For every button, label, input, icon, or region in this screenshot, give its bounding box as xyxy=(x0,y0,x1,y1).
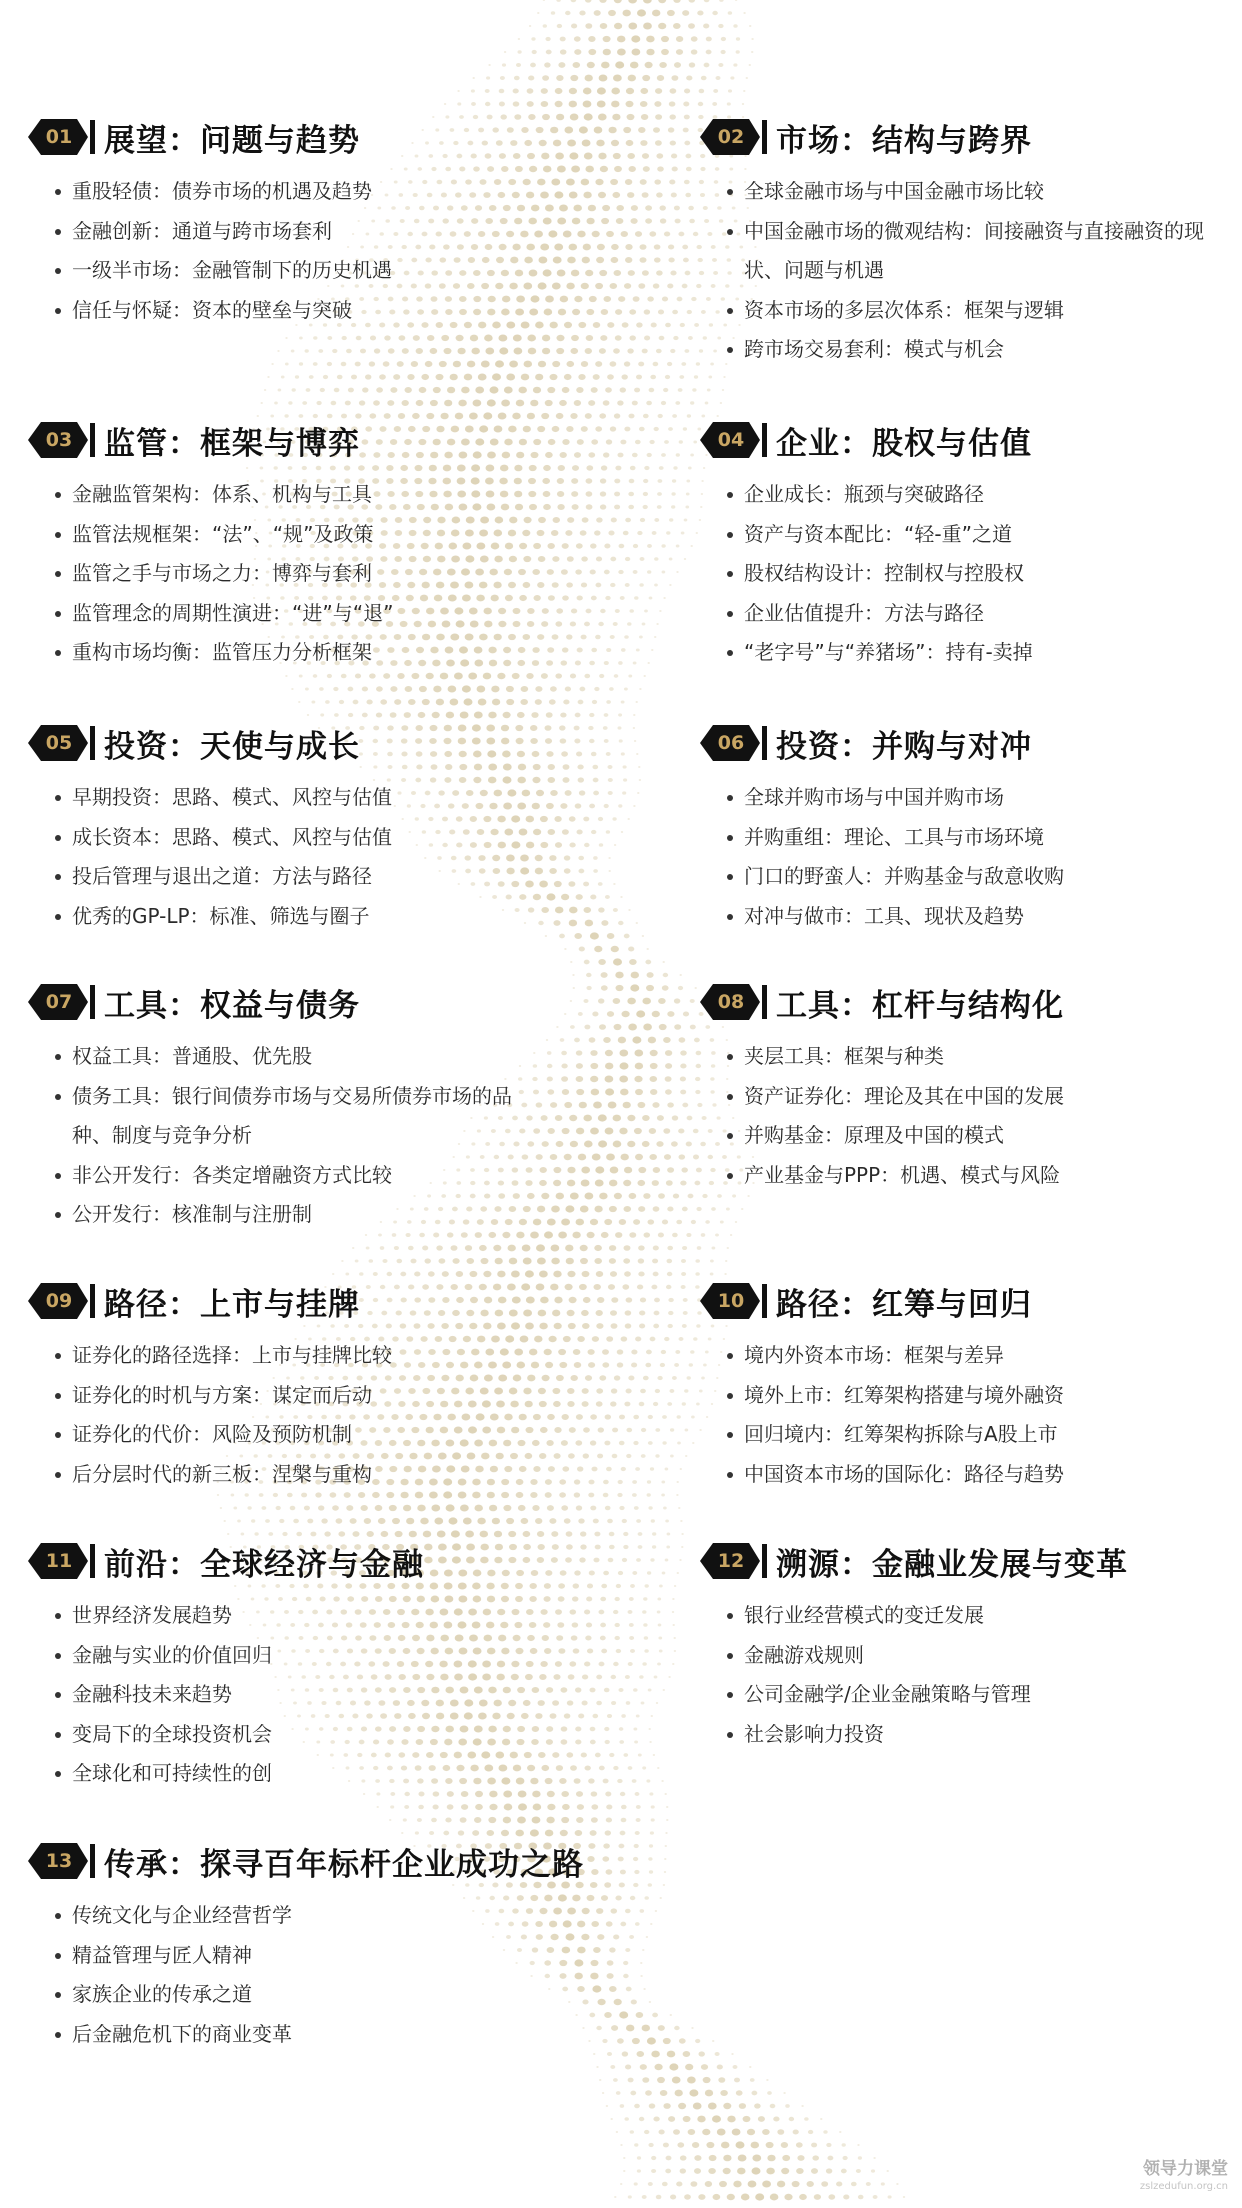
module-header xyxy=(700,1536,1242,1586)
module-header xyxy=(28,112,588,162)
title-divider-bar xyxy=(762,120,767,154)
list-item: 监管理念的周期性演进：“进”与“退” xyxy=(28,594,588,634)
module-number: 06 xyxy=(717,732,745,754)
list-item: 金融科技未来趋势 xyxy=(28,1675,588,1715)
list-item: 对冲与做市：工具、现状及趋势 xyxy=(700,897,1242,937)
module-02 xyxy=(700,112,1242,370)
watermark-text: 领导力课堂 xyxy=(1143,2159,1228,2179)
module-title: 市场：结构与跨界 xyxy=(776,122,1032,159)
list-item: 金融与实业的价值回归 xyxy=(28,1636,588,1676)
title-divider-bar xyxy=(90,120,95,154)
title-divider-bar xyxy=(762,1284,767,1318)
title-divider-bar xyxy=(762,985,767,1019)
list-item: 证券化的时机与方案：谋定而后动 xyxy=(28,1376,588,1416)
list-item: 银行业经营模式的变迁发展 xyxy=(700,1596,1242,1636)
module-header xyxy=(28,415,588,465)
module-item-list xyxy=(700,172,1242,370)
module-07 xyxy=(28,977,588,1235)
list-item: 家族企业的传承之道 xyxy=(28,1975,588,2015)
list-item: 跨市场交易套利：模式与机会 xyxy=(700,330,1242,370)
list-item: 重股轻债：债券市场的机遇及趋势 xyxy=(28,172,588,212)
module-header xyxy=(700,415,1242,465)
title-divider-bar xyxy=(762,726,767,760)
module-item-list xyxy=(28,1596,588,1794)
module-number-badge xyxy=(700,1541,760,1581)
list-item: 优秀的GP-LP：标准、筛选与圈子 xyxy=(28,897,588,937)
module-header xyxy=(28,1536,588,1586)
module-09 xyxy=(28,1276,588,1494)
module-number-badge xyxy=(700,1281,760,1321)
list-item: 资本市场的多层次体系：框架与逻辑 xyxy=(700,291,1242,331)
title-divider-bar xyxy=(90,726,95,760)
module-header xyxy=(28,1276,588,1326)
list-item: 传统文化与企业经营哲学 xyxy=(28,1896,588,1936)
module-header xyxy=(28,1836,588,1886)
list-item: 金融游戏规则 xyxy=(700,1636,1242,1676)
list-item: 公开发行：核准制与注册制 xyxy=(28,1195,588,1235)
list-item: 监管法规框架：“法”、“规”及政策 xyxy=(28,515,588,555)
module-item-list xyxy=(28,778,588,936)
module-number-badge xyxy=(700,723,760,763)
module-number: 03 xyxy=(45,429,73,451)
list-item: 精益管理与匠人精神 xyxy=(28,1936,588,1976)
module-number: 01 xyxy=(45,126,73,148)
module-number-badge xyxy=(28,1281,88,1321)
module-title: 工具：杠杆与结构化 xyxy=(776,987,1064,1024)
list-item: 债务工具：银行间债券市场与交易所债券市场的品种、制度与竞争分析 xyxy=(28,1077,532,1156)
list-item: 证券化的路径选择：上市与挂牌比较 xyxy=(28,1336,588,1376)
list-item: 权益工具：普通股、优先股 xyxy=(28,1037,588,1077)
module-04 xyxy=(700,415,1242,673)
module-number: 12 xyxy=(717,1550,745,1572)
module-header xyxy=(700,112,1242,162)
list-item: 全球并购市场与中国并购市场 xyxy=(700,778,1242,818)
module-11 xyxy=(28,1536,588,1794)
list-item: 重构市场均衡：监管压力分析框架 xyxy=(28,633,588,673)
module-number: 10 xyxy=(717,1290,745,1312)
module-number-badge xyxy=(28,420,88,460)
list-item: 股权结构设计：控制权与控股权 xyxy=(700,554,1242,594)
watermark-url: zslzedufun.org.cn xyxy=(1139,2181,1228,2192)
list-item: 资产证券化：理论及其在中国的发展 xyxy=(700,1077,1242,1117)
module-title: 工具：权益与债务 xyxy=(104,987,360,1024)
module-header xyxy=(700,718,1242,768)
list-item: 全球金融市场与中国金融市场比较 xyxy=(700,172,1242,212)
module-title: 传承：探寻百年标杆企业成功之路 xyxy=(104,1846,584,1883)
module-number: 07 xyxy=(45,991,73,1013)
module-item-list xyxy=(700,778,1242,936)
list-item: 世界经济发展趋势 xyxy=(28,1596,588,1636)
list-item: 夹层工具：框架与种类 xyxy=(700,1037,1242,1077)
module-item-list xyxy=(28,1336,588,1494)
list-item: 投后管理与退出之道：方法与路径 xyxy=(28,857,588,897)
module-number: 09 xyxy=(45,1290,73,1312)
list-item: 非公开发行：各类定增融资方式比较 xyxy=(28,1156,588,1196)
module-number: 05 xyxy=(45,732,73,754)
module-number: 11 xyxy=(45,1550,73,1572)
module-number: 13 xyxy=(45,1850,73,1872)
list-item: 企业估值提升：方法与路径 xyxy=(700,594,1242,634)
module-item-list xyxy=(28,1037,588,1235)
module-number-badge xyxy=(28,982,88,1022)
module-item-list xyxy=(28,1896,588,2054)
module-title: 监管：框架与博弈 xyxy=(104,425,360,462)
list-item: 门口的野蛮人：并购基金与敌意收购 xyxy=(700,857,1242,897)
title-divider-bar xyxy=(762,423,767,457)
module-title: 路径：上市与挂牌 xyxy=(104,1286,360,1323)
title-divider-bar xyxy=(90,1544,95,1578)
watermark xyxy=(1140,2160,1228,2196)
list-item: 境内外资本市场：框架与差异 xyxy=(700,1336,1242,1376)
list-item: 公司金融学/企业金融策略与管理 xyxy=(700,1675,1242,1715)
module-item-list xyxy=(700,1037,1242,1195)
module-title: 企业：股权与估值 xyxy=(776,425,1032,462)
module-item-list xyxy=(700,475,1242,673)
module-item-list xyxy=(28,172,588,330)
list-item: 资产与资本配比：“轻-重”之道 xyxy=(700,515,1242,555)
list-item: 社会影响力投资 xyxy=(700,1715,1242,1755)
module-number: 08 xyxy=(717,991,745,1013)
module-03 xyxy=(28,415,588,673)
list-item: 变局下的全球投资机会 xyxy=(28,1715,588,1755)
module-item-list xyxy=(700,1596,1242,1754)
module-number: 04 xyxy=(717,429,745,451)
module-item-list xyxy=(28,475,588,673)
module-number-badge xyxy=(28,1541,88,1581)
title-divider-bar xyxy=(90,1844,95,1878)
list-item: 中国金融市场的微观结构：间接融资与直接融资的现状、问题与机遇 xyxy=(700,212,1204,291)
module-05 xyxy=(28,718,588,936)
module-header xyxy=(28,977,588,1027)
list-item: 一级半市场：金融管制下的历史机遇 xyxy=(28,251,588,291)
list-item: 后分层时代的新三板：涅槃与重构 xyxy=(28,1455,588,1495)
module-title: 前沿：全球经济与金融 xyxy=(104,1546,424,1583)
list-item: 金融监管架构：体系、机构与工具 xyxy=(28,475,588,515)
module-12 xyxy=(700,1536,1242,1754)
module-title: 投资：并购与对冲 xyxy=(776,728,1032,765)
module-number-badge xyxy=(700,982,760,1022)
list-item: 产业基金与PPP：机遇、模式与风险 xyxy=(700,1156,1242,1196)
list-item: 企业成长：瓶颈与突破路径 xyxy=(700,475,1242,515)
list-item: 中国资本市场的国际化：路径与趋势 xyxy=(700,1455,1242,1495)
title-divider-bar xyxy=(90,985,95,1019)
module-title: 投资：天使与成长 xyxy=(104,728,360,765)
list-item: 证券化的代价：风险及预防机制 xyxy=(28,1415,588,1455)
module-number: 02 xyxy=(717,126,745,148)
module-title: 展望：问题与趋势 xyxy=(104,122,360,159)
module-title: 溯源：金融业发展与变革 xyxy=(776,1546,1128,1583)
list-item: 早期投资：思路、模式、风控与估值 xyxy=(28,778,588,818)
title-divider-bar xyxy=(90,423,95,457)
list-item: “老字号”与“养猪场”：持有-卖掉 xyxy=(700,633,1242,673)
module-08 xyxy=(700,977,1242,1195)
list-item: 金融创新：通道与跨市场套利 xyxy=(28,212,588,252)
title-divider-bar xyxy=(90,1284,95,1318)
module-number-badge xyxy=(700,117,760,157)
list-item: 信任与怀疑：资本的壁垒与突破 xyxy=(28,291,588,331)
list-item: 成长资本：思路、模式、风控与估值 xyxy=(28,818,588,858)
module-header xyxy=(28,718,588,768)
module-header xyxy=(700,1276,1242,1326)
list-item: 全球化和可持续性的创 xyxy=(28,1754,588,1794)
module-01 xyxy=(28,112,588,330)
module-number-badge xyxy=(28,1841,88,1881)
list-item: 回归境内：红筹架构拆除与A股上市 xyxy=(700,1415,1242,1455)
module-number-badge xyxy=(28,117,88,157)
list-item: 监管之手与市场之力：博弈与套利 xyxy=(28,554,588,594)
list-item: 境外上市：红筹架构搭建与境外融资 xyxy=(700,1376,1242,1416)
list-item: 后金融危机下的商业变革 xyxy=(28,2015,588,2055)
title-divider-bar xyxy=(762,1544,767,1578)
module-header xyxy=(700,977,1242,1027)
module-number-badge xyxy=(700,420,760,460)
module-13 xyxy=(28,1836,588,2054)
module-06 xyxy=(700,718,1242,936)
list-item: 并购基金：原理及中国的模式 xyxy=(700,1116,1242,1156)
list-item: 并购重组：理论、工具与市场环境 xyxy=(700,818,1242,858)
module-title: 路径：红筹与回归 xyxy=(776,1286,1032,1323)
module-number-badge xyxy=(28,723,88,763)
module-item-list xyxy=(700,1336,1242,1494)
module-10 xyxy=(700,1276,1242,1494)
